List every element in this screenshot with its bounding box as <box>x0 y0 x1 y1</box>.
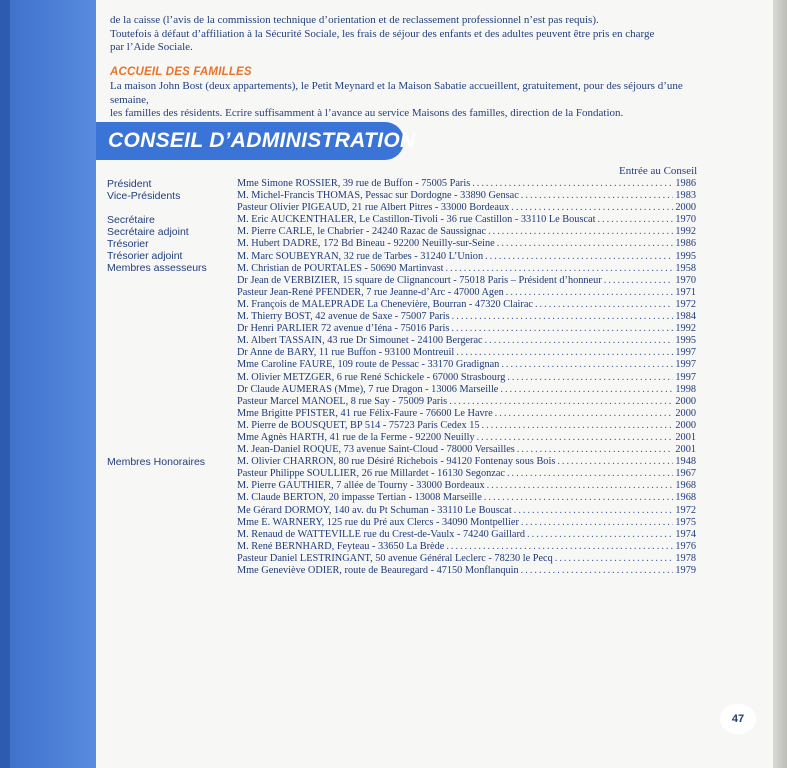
member-name: Mme Simone ROSSIER, 39 rue de Buffon - 75005 Paris <box>237 178 471 189</box>
member-name: Dr Anne de BARY, 11 rue Buffon - 93100 Montreuil <box>237 347 455 359</box>
member-name: M. Pierre GAUTHIER, 7 allée de Tourny - 33000 Bordeaux <box>237 480 485 492</box>
member-name: Me Gérard DORMOY, 140 av. du Pt Schuman - 33110 Le Bouscat <box>237 504 512 516</box>
member-row <box>237 347 696 359</box>
dot-leader <box>604 275 674 287</box>
dot-leader <box>501 359 673 371</box>
entry-year: 2000 <box>675 419 696 431</box>
member-row <box>237 251 696 263</box>
page-content <box>100 0 772 768</box>
member-name: Dr Jean de VERBIZIER, 15 square de Clignancourt - 75018 Paris – Président d’honneur <box>237 274 602 286</box>
entry-year: 1948 <box>675 456 696 468</box>
member-row <box>237 226 696 238</box>
member-name: Dr Henri PARLIER 72 avenue d’Iéna - 75016 Paris <box>237 323 450 335</box>
member-name: M. Pierre de BOUSQUET, BP 514 - 75723 Paris Cedex 15 <box>237 419 480 431</box>
entry-year: 2000 <box>675 202 696 214</box>
dot-leader <box>485 335 674 347</box>
member-name: Pasteur Daniel LESTRINGANT, 50 avenue Général Leclerc - 78230 le Pecq <box>237 552 553 564</box>
dot-leader <box>517 444 674 456</box>
member-row <box>237 505 696 517</box>
member-name: M. Pierre CARLE, le Chabrier - 24240 Razac de Saussignac <box>237 226 487 238</box>
member-name: M. Hubert DADRE, 172 Bd Bineau - 92200 Neuilly-sur-Seine <box>237 238 495 250</box>
member-row <box>237 275 696 287</box>
entry-year: 1997 <box>675 371 696 383</box>
entry-year: 1970 <box>675 214 696 226</box>
member-name: M. Eric AUCKENTHALER, Le Castillon-Tivoli - 36 rue Castillon - 33110 Le Bouscat <box>237 214 596 226</box>
entry-year: 2000 <box>675 395 696 407</box>
entry-year: 1972 <box>675 298 696 310</box>
member-row <box>237 372 696 384</box>
member-name: M. Marc SOUBEYRAN, 32 rue de Tarbes - 31240 L’Union <box>237 250 484 262</box>
dot-leader <box>497 238 674 250</box>
dot-leader <box>557 456 673 468</box>
member-row <box>237 565 696 577</box>
member-row <box>237 335 696 347</box>
member-name: M. Claude BERTON, 20 impasse Tertian - 13008 Marseille <box>237 492 482 504</box>
member-row <box>237 214 696 226</box>
member-row <box>237 492 696 504</box>
entry-year: 1979 <box>675 565 696 576</box>
member-row <box>237 396 696 408</box>
entry-year: 1983 <box>675 190 696 202</box>
member-row <box>237 311 696 323</box>
entry-year: 2001 <box>675 444 696 456</box>
families-paragraph <box>110 80 720 121</box>
board-title-banner <box>96 122 416 160</box>
member-name: M. Michel-Francis THOMAS, Pessac sur Dordogne - 33890 Gensac <box>237 190 519 202</box>
role-label: Trésorier <box>107 238 149 250</box>
dot-leader <box>527 529 673 541</box>
member-name: Mme E. WARNERY, 125 rue du Pré aux Clercs - 34090 Montpellier <box>237 516 519 528</box>
intro-line: par l’Aide Sociale. <box>110 41 193 53</box>
dot-leader <box>507 468 673 480</box>
entry-year: 2000 <box>675 407 696 419</box>
members-list <box>237 178 696 577</box>
member-row <box>237 263 696 275</box>
member-name: M. Jean-Daniel ROQUE, 73 avenue Saint-Cloud - 78000 Versailles <box>237 444 515 456</box>
member-row <box>237 287 696 299</box>
dot-leader <box>446 263 674 275</box>
member-name: Pasteur Philippe SOULLIER, 26 rue Millardet - 16130 Segonzac <box>237 468 505 480</box>
member-name: Pasteur Jean-René PFENDER, 7 rue Jeanne-d’Arc - 47000 Agen <box>237 286 504 298</box>
member-name: M. René BERNHARD, Feyteau - 33650 La Brède <box>237 540 445 552</box>
dot-leader <box>451 323 673 335</box>
dot-leader <box>446 541 673 553</box>
page-number: 47 <box>720 704 756 734</box>
member-name: Pasteur Olivier PIGEAUD, 21 rue Albert Pitres - 33000 Bordeaux <box>237 202 510 214</box>
dot-leader <box>521 565 674 577</box>
member-row <box>237 408 696 420</box>
member-name: M. Olivier CHARRON, 80 rue Désiré Richebois - 94120 Fontenay sous Bois <box>237 456 556 468</box>
role-label: Président <box>107 177 152 190</box>
member-name: Mme Brigitte PFISTER, 41 rue Félix-Faure - 76600 Le Havre <box>237 407 493 419</box>
entry-year: 1968 <box>675 492 696 504</box>
dot-leader <box>535 299 673 311</box>
member-row <box>237 420 696 432</box>
member-row <box>237 299 696 311</box>
dot-leader <box>456 347 673 359</box>
dot-leader <box>500 384 673 396</box>
families-line: La maison John Bost (deux appartements), le Petit Meynard et la Maison Sabatie accueillent, gratuitement, pour des séjours d’une semaine, <box>110 80 683 106</box>
member-row <box>237 468 696 480</box>
intro-line: de la caisse (l’avis de la commission technique d’orientation et de reclassement professionnel n’est pas requis). <box>110 14 599 26</box>
entry-year: 1971 <box>675 286 696 298</box>
dot-leader <box>521 190 674 202</box>
member-row <box>237 456 696 468</box>
role-label: Vice-Présidents <box>107 189 181 202</box>
dot-leader <box>449 396 673 408</box>
dot-leader <box>521 517 674 529</box>
member-row <box>237 541 696 553</box>
entry-column-header: Entrée au Conseil <box>619 165 698 177</box>
entry-year: 1968 <box>675 480 696 492</box>
entry-year: 1997 <box>675 359 696 371</box>
entry-year: 1970 <box>675 274 696 286</box>
member-name: M. Albert TASSAIN, 43 rue Dr Simounet - 24100 Bergerac <box>237 335 483 347</box>
entry-year: 1978 <box>675 552 696 564</box>
member-row <box>237 553 696 565</box>
member-row <box>237 480 696 492</box>
member-row <box>237 190 696 202</box>
entry-year: 1992 <box>675 226 696 238</box>
entry-year: 1967 <box>675 468 696 480</box>
dot-leader <box>477 432 674 444</box>
entry-year: 1986 <box>675 238 696 250</box>
entry-year: 1984 <box>675 311 696 323</box>
dot-leader <box>482 420 674 432</box>
role-label: Secrétaire <box>107 213 155 226</box>
member-row <box>237 178 696 190</box>
families-line: les familles des résidents. Ecrire suffisamment à l’avance au service Maisons des familles, direction de la Fondation. <box>110 107 624 119</box>
member-row <box>237 432 696 444</box>
entry-year: 1997 <box>675 347 696 359</box>
member-name: Mme Caroline FAURE, 109 route de Pessac - 33170 Gradignan <box>237 359 500 371</box>
entry-year: 2001 <box>675 431 696 443</box>
role-label: Trésorier adjoint <box>107 250 183 263</box>
dot-leader <box>506 287 674 299</box>
member-row <box>237 323 696 335</box>
member-row <box>237 529 696 541</box>
member-name: Mme Agnès HARTH, 41 rue de la Ferme - 92200 Neuilly <box>237 431 475 443</box>
intro-line: Toutefois à défaut d’affiliation à la Sécurité Sociale, les frais de séjour des enfants et des adultes peuvent être pris en charge <box>110 27 655 40</box>
entry-year: 1976 <box>675 540 696 552</box>
dot-leader <box>507 372 673 384</box>
member-row <box>237 238 696 250</box>
intro-paragraph <box>110 14 710 55</box>
role-label: Membres Honoraires <box>107 455 206 468</box>
dot-leader <box>472 178 673 190</box>
member-name: M. Christian de POURTALES - 50690 Martinvast <box>237 262 444 274</box>
member-name: Dr Claude AUMERAS (Mme), 7 rue Dragon - 13006 Marseille <box>237 383 499 395</box>
role-label: Secrétaire adjoint <box>107 225 189 238</box>
member-row <box>237 517 696 529</box>
board-title: CONSEIL D’ADMINISTRATION <box>108 129 416 152</box>
entry-year: 1972 <box>675 504 696 516</box>
dot-leader <box>488 226 673 238</box>
dot-leader <box>511 202 673 214</box>
member-name: M. Olivier METZGER, 6 rue René Schickele - 67000 Strasbourg <box>237 371 506 383</box>
dot-leader <box>495 408 674 420</box>
member-name: Mme Geneviève ODIER, route de Beauregard - 47150 Monflanquin <box>237 565 519 576</box>
dot-leader <box>452 311 674 323</box>
member-name: M. François de MALEPRADE La Chenevière, Bourran - 47320 Clairac <box>237 298 533 310</box>
member-row <box>237 384 696 396</box>
blue-binding-band <box>0 0 96 768</box>
entry-year: 1995 <box>675 335 696 347</box>
member-name: M. Thierry BOST, 42 avenue de Saxe - 75007 Paris <box>237 311 450 323</box>
dot-leader <box>485 251 673 263</box>
families-heading: ACCUEIL DES FAMILLES <box>110 66 252 78</box>
entry-year: 1998 <box>675 383 696 395</box>
member-row <box>237 444 696 456</box>
role-label: Membres assesseurs <box>107 262 207 275</box>
page-edge <box>773 0 787 768</box>
dot-leader <box>487 480 674 492</box>
entry-year: 1974 <box>675 528 696 540</box>
entry-year: 1975 <box>675 516 696 528</box>
entry-year: 1992 <box>675 323 696 335</box>
member-name: Pasteur Marcel MANOEL, 8 rue Say - 75009 Paris <box>237 395 448 407</box>
dot-leader <box>484 492 674 504</box>
entry-year: 1995 <box>675 250 696 262</box>
entry-year: 1958 <box>675 262 696 274</box>
member-row <box>237 202 696 214</box>
dot-leader <box>555 553 674 565</box>
member-name: M. Renaud de WATTEVILLE rue du Crest-de-Vaulx - 74240 Gaillard <box>237 528 526 540</box>
member-row <box>237 359 696 371</box>
entry-year: 1986 <box>675 178 696 189</box>
dot-leader <box>514 505 674 517</box>
dot-leader <box>597 214 673 226</box>
